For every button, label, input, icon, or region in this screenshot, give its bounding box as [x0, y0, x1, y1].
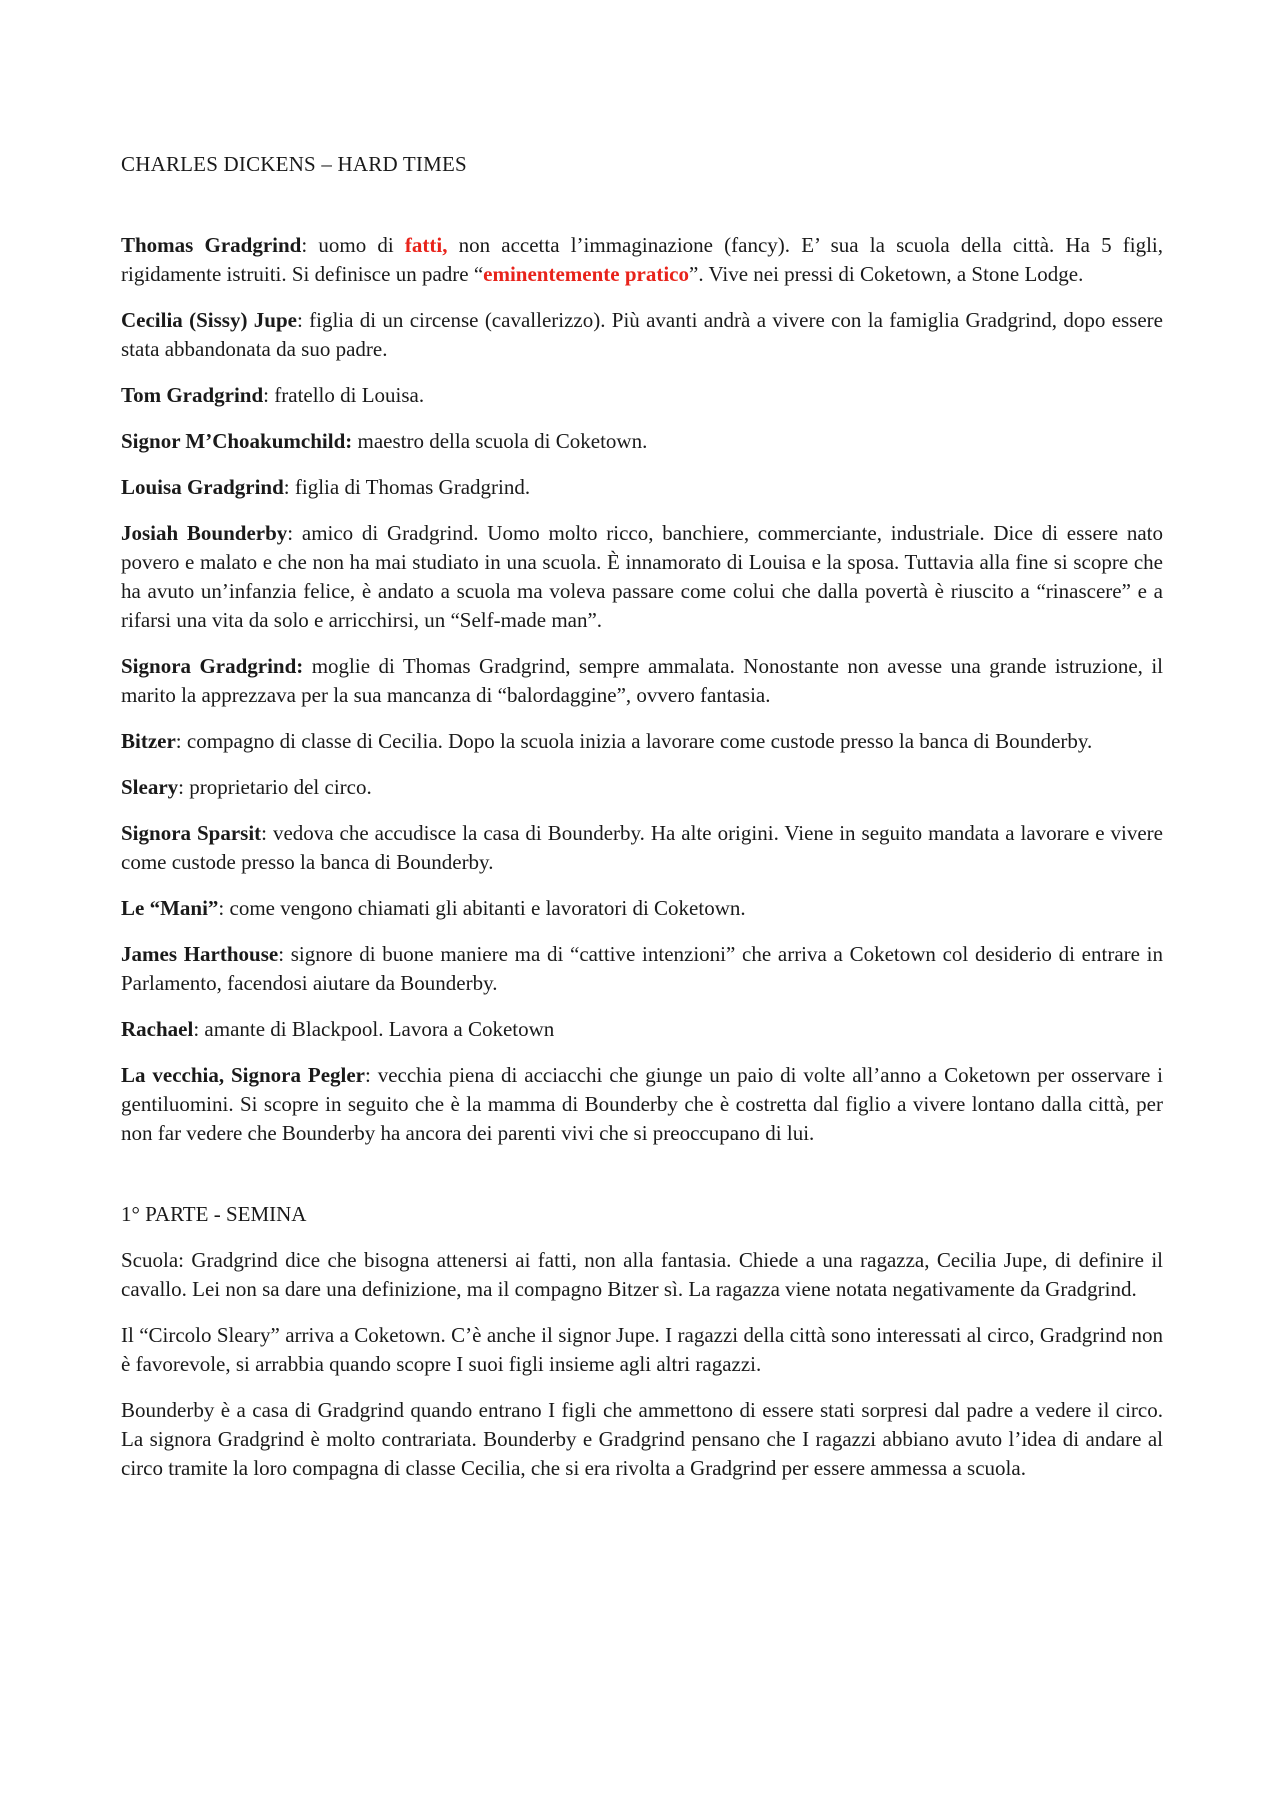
character-name: Le “Mani” [121, 896, 219, 920]
character-entry [121, 727, 1163, 756]
character-name: Signora Gradgrind: [121, 654, 304, 678]
character-name: Bitzer [121, 729, 176, 753]
character-entry [121, 427, 1163, 456]
character-desc: : vedova che accudisce la casa di Bounderby. Ha alte origini. Viene in seguito mandata a lavorare e vivere come custode presso la banca di Bounderby. [121, 821, 1163, 874]
character-name: Tom Gradgrind [121, 383, 264, 407]
character-name: Rachael [121, 1017, 194, 1041]
character-entry [121, 519, 1163, 635]
character-name: Sleary [121, 775, 179, 799]
highlight-text: fatti, [404, 233, 448, 257]
character-desc: non accetta l’immaginazione (fancy). E’ sua la scuola della città. Ha 5 figli, rigidamente istruiti. Si definisce un padre “ [121, 233, 1163, 286]
character-entry [121, 473, 1163, 502]
character-entry-thomas-gradgrind [121, 231, 1163, 289]
character-desc: : amico di Gradgrind. Uomo molto ricco, banchiere, commerciante, industriale. Dice di essere nato povero e malato e che non ha mai studiato in una scuola. È innamorato di Louisa e la sposa. Tuttavia alla fine si scopre che ha avuto un’infanzia felice, è andato a scuola ma voleva passare come colui che dalla povertà è riuscito a “rinascere” e a rifarsi una vita da solo e arricchirsi, un “Self-made man”. [121, 521, 1163, 632]
character-desc: : proprietario del circo. [178, 775, 372, 799]
character-desc: : uomo di [301, 233, 405, 257]
section-paragraph: Bounderby è a casa di Gradgrind quando entrano I figli che ammettono di essere stati sorpresi dal padre a vedere il circo. La signora Gradgrind è molto contrariata. Bounderby e Gradgrind pensano che I ragazzi abbiano avuto l’idea di andare al circo tramite la loro compagna di classe Cecilia, che si era rivolta a Gradgrind per essere ammessa a scuola. [121, 1398, 1163, 1480]
character-desc: : vecchia piena di acciacchi che giunge un paio di volte all’anno a Coketown per osservare i gentiluomini. Si scopre in seguito che è la mamma di Bounderby che è costretta dal figlio a vivere lontano dalla città, per non far vedere che Bounderby ha ancora dei parenti vivi che si preoccupano di lui. [121, 1063, 1164, 1145]
character-desc: moglie di Thomas Gradgrind, sempre ammalata. Nonostante non avesse una grande istruzione, il marito la apprezzava per la sua mancanza di “balordaggine”, ovvero fantasia. [121, 654, 1163, 707]
character-desc: : compagno di classe di Cecilia. Dopo la scuola inizia a lavorare come custode presso la banca di Bounderby. [175, 729, 1093, 753]
character-desc: maestro della scuola di Coketown. [352, 429, 648, 453]
character-desc: : figlia di un circense (cavallerizzo). Più avanti andrà a vivere con la famiglia Gradgrind, dopo essere stata abbandonata da suo padre. [121, 308, 1163, 361]
character-desc: : come vengono chiamati gli abitanti e lavoratori di Coketown. [218, 896, 746, 920]
section-paragraph: Scuola: Gradgrind dice che bisogna attenersi ai fatti, non alla fantasia. Chiede a una ragazza, Cecilia Jupe, di definire il cavallo. Lei non sa dare una definizione, ma il compagno Bitzer sì. La ragazza viene notata negativamente da Gradgrind. [121, 1248, 1163, 1301]
document-title: CHARLES DICKENS – HARD TIMES [121, 152, 467, 176]
section-heading: 1° PARTE - SEMINA [121, 1202, 307, 1226]
character-entry [121, 306, 1163, 364]
character-desc: : signore di buone maniere ma di “cattive intenzioni” che arriva a Coketown col desiderio di entrare in Parlamento, facendosi aiutare da Bounderby. [121, 942, 1163, 995]
character-entry [121, 381, 1163, 410]
character-entry [121, 773, 1163, 802]
character-name: Cecilia (Sissy) Jupe [121, 308, 297, 332]
character-desc: : fratello di Louisa. [263, 383, 425, 407]
character-entry [121, 1061, 1163, 1148]
highlight-text: eminentemente pratico [483, 262, 690, 286]
character-name: Thomas Gradgrind [121, 233, 302, 257]
character-name: Louisa Gradgrind [121, 475, 284, 499]
character-name: Signor M’Choakumchild: [121, 429, 353, 453]
character-name: Josiah Bounderby [121, 521, 288, 545]
character-entry [121, 894, 1163, 923]
character-name: James Harthouse [121, 942, 279, 966]
character-entry [121, 1015, 1163, 1044]
character-desc: ”. Vive nei pressi di Coketown, a Stone Lodge. [689, 262, 1084, 286]
character-desc: : amante di Blackpool. Lavora a Coketown [193, 1017, 555, 1041]
character-name: Signora Sparsit [121, 821, 262, 845]
character-entry [121, 652, 1163, 710]
character-desc: : figlia di Thomas Gradgrind. [283, 475, 531, 499]
document-content [121, 150, 1163, 1500]
character-entry [121, 940, 1163, 998]
character-entry [121, 819, 1163, 877]
section-paragraph: Il “Circolo Sleary” arriva a Coketown. C’è anche il signor Jupe. I ragazzi della città sono interessati al circo, Gradgrind non è favorevole, si arrabbia quando scopre I suoi figli insieme agli altri ragazzi. [121, 1323, 1163, 1376]
character-name: La vecchia, Signora Pegler [121, 1063, 365, 1087]
